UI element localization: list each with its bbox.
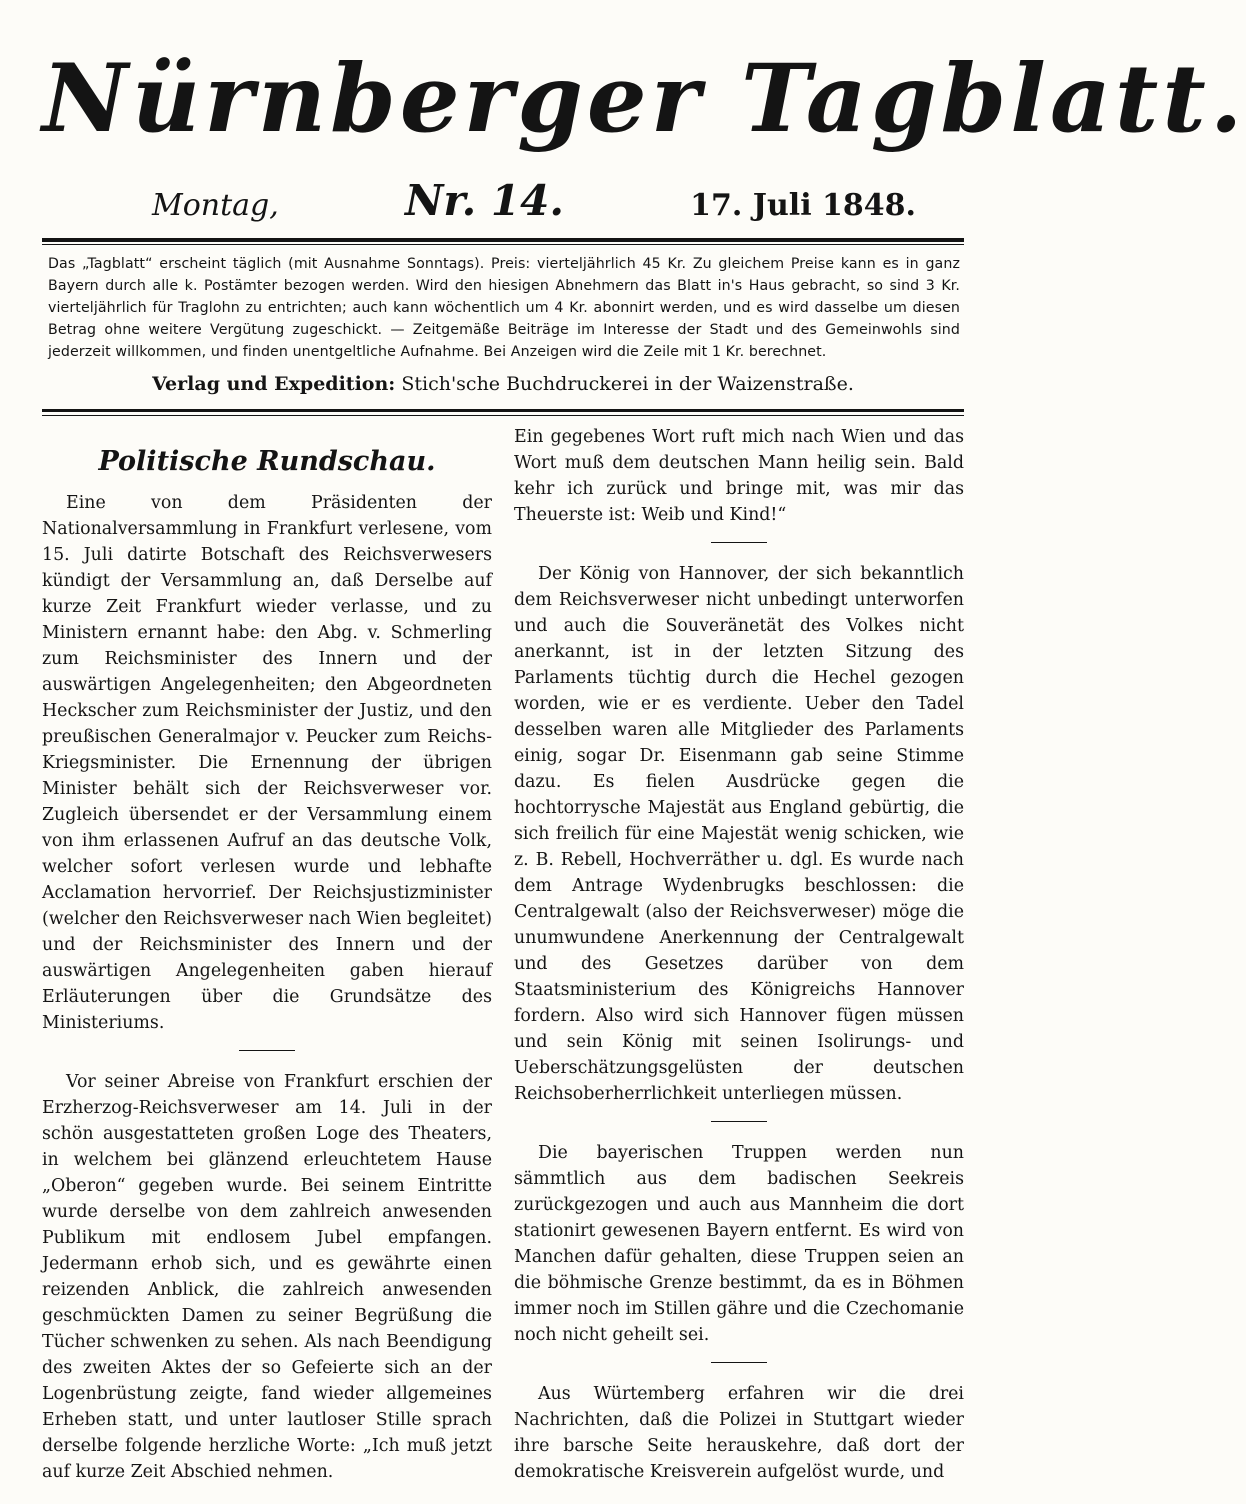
article-separator: [711, 542, 767, 543]
left-column: [42, 424, 492, 1482]
article-paragraph: Vor seiner Abreise von Frankfurt erschien der Erzherzog-Reichsverweser am 14. Juli in der schön ausgestatteten großen Loge des Theaters, in welchem bei glänzend erleuchtetem Hause „Oberon“ gegeben wurde. Bei seinem Eintritte wurde derselbe von dem zahlreich anwesenden Publikum mit endlosem Jubel empfangen. Jedermann erhob sich, und es gewährte einen reizenden Anblick, die zahlreich anwesenden geschmückten Damen zu seiner Begrüßung die Tücher schwenken zu sehen. Als nach Beendigung des zweiten Aktes der so Gefeierte sich an der Logenbrüstung zeigte, fand wieder allgemeines Erheben statt, und unter lautloser Stille sprach derselbe folgende herzliche Worte: „Ich muß jetzt auf kurze Zeit Abschied nehmen.: [42, 1072, 492, 1482]
issue-number: Nr. 14.: [404, 176, 564, 225]
article-separator: [239, 1050, 295, 1051]
section-heading: Politische Rundschau.: [98, 446, 436, 477]
article-paragraph: Eine von dem Präsidenten der Nationalversammlung in Frankfurt verlesene, vom 15. Juli datirte Botschaft des Reichsverwesers kündigt der Versammlung an, daß Derselbe auf kurze Zeit Frankfurt wieder verlasse, und zu Ministern ernannt habe: den Abg. v. Schmerling zum Reichsminister des Innern und der auswärtigen Angelegenheiten; den Abgeordneten Heckscher zum Reichsminister der Justiz, und den preußischen Generalmajor v. Peucker zum Reichs-Kriegsminister. Die Ernennung der übrigen Minister behält sich der Reichsverweser vor. Zugleich übersendet er der Versammlung einem von ihm erlassenen Aufruf an das deutsche Volk, welcher sofort verlesen wurde und lebhafte Acclamation hervorrief. Der Reichsjustizminister (welcher den Reichsverweser nach Wien begleitet) und der Reichsminister des Innern und der auswärtigen Angelegenheiten gaben hierauf Erläuterungen über die Grundsätze des Ministeriums.: [42, 493, 492, 1033]
section-rule-thin: [42, 415, 964, 416]
header-rule: [42, 238, 964, 242]
article-columns: [42, 424, 964, 1482]
section-rule: [42, 409, 964, 412]
header-rule-thin: [42, 244, 964, 245]
notice-text: Das „Tagblatt“ erscheint täglich (mit Ausnahme Sonntags). Preis: vierteljährlich 45 Kr. Zu gleichem Preise kann es in ganz Bayern durch alle k. Postämter bezogen werden. Wird den hiesigen Abnehmern das Blatt in's Haus gebracht, so sind 3 Kr. vierteljährlich für Traglohn zu entrichten; auch kann wöchentlich um 4 Kr. abonnirt werden, und es wird dasselbe um diesen Betrag ohne weitere Vergütung zugeschickt. — Zeitgemäße Beiträge im Interesse der Stadt und des Gemeinwohls sind jederzeit willkommen, und finden unentgeltliche Aufnahme. Bei Anzeigen wird die Zeile mit 1 Kr. berechnet.: [48, 256, 960, 360]
masthead-title: Nürnberger Tagblatt.: [42, 44, 1246, 154]
dateline: [152, 176, 916, 226]
subscription-notice: [48, 253, 960, 363]
article-separator: [711, 1362, 767, 1363]
publisher-line: [42, 373, 964, 403]
article-paragraph: Aus Würtemberg erfahren wir die drei Nachrichten, daß die Polizei in Stuttgart wieder ihre barsche Seite herauskehre, daß dort der demokratische Kreisverein aufgelöst wurde, und: [514, 1384, 964, 1482]
article-paragraph: Der König von Hannover, der sich bekanntlich dem Reichsverweser nicht unbedingt unterworfen und auch die Souveränetät des Volkes nicht anerkannt, ist in der letzten Sitzung des Parlaments tüchtig durch die Hechel gezogen worden, wie er es verdiente. Ueber den Tadel desselben waren alle Mitglieder des Parlaments einig, sogar Dr. Eisenmann gab seine Stimme dazu. Es fielen Ausdrücke gegen die hochtorrysche Majestät aus England gebürtig, die sich freilich für eine Majestät wenig schicken, wie z. B. Rebell, Hochverräther u. dgl. Es wurde nach dem Antrage Wydenbrugks beschlossen: die Centralgewalt (also der Reichsverweser) möge die unumwundene Anerkennung der Centralgewalt und des Gesetzes darüber von dem Staatsministerium des Königreichs Hannover fordern. Also wird sich Hannover fügen müssen und sein König mit seinen Isolirungs- und Ueberschätzungsgelüsten der deutschen Reichsoberherrlichkeit unterliegen müssen.: [514, 564, 964, 1104]
weekday: Montag,: [152, 188, 279, 223]
article-paragraph: Die bayerischen Truppen werden nun sämmtlich aus dem badischen Seekreis zurückgezogen und auch aus Mannheim die dort stationirt gewesenen Bayern entfernt. Es wird von Manchen dafür gehalten, diese Truppen seien an die böhmische Grenze bestimmt, da es in Böhmen immer noch im Stillen gähre und die Czechomanie noch nicht geheilt sei.: [514, 1143, 964, 1345]
publisher-text: Stich'sche Buchdruckerei in der Waizenstraße.: [401, 373, 854, 395]
article-separator: [711, 1121, 767, 1122]
article-paragraph: Ein gegebenes Wort ruft mich nach Wien und das Wort muß dem deutschen Mann heilig sein. Bald kehr ich zurück und bringe mit, was mir das Theuerste ist: Weib und Kind!“: [514, 427, 964, 525]
issue-date: 17. Juli 1848.: [690, 188, 916, 223]
right-column: [514, 424, 964, 1482]
publisher-label: Verlag und Expedition:: [152, 373, 396, 395]
